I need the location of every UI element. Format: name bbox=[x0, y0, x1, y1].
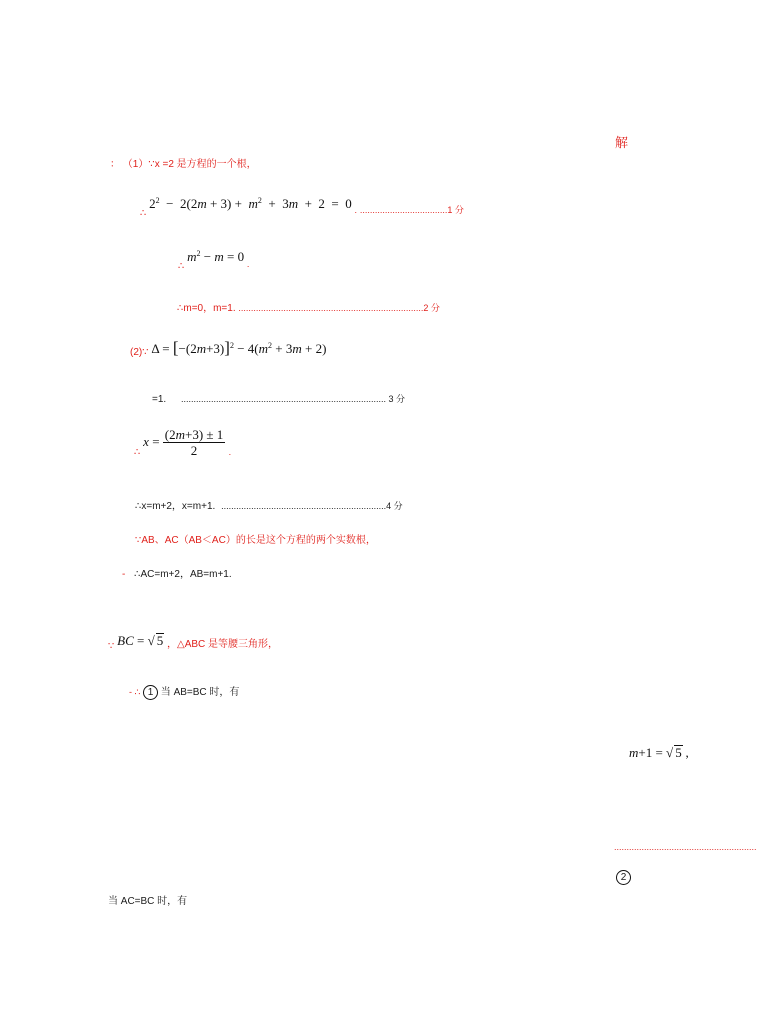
part1-result bbox=[177, 302, 440, 315]
roots-text: ∴x=m+2，x=m+1. bbox=[135, 501, 216, 512]
discriminant-score: .................................................................................. 3 分 bbox=[180, 394, 406, 404]
intro-text: （1）∵x =2 是方程的一个根， bbox=[122, 159, 257, 170]
case-1-number: 1 bbox=[143, 685, 158, 700]
case-1-line bbox=[129, 684, 239, 701]
bc-formula: BC = √ 5 bbox=[117, 633, 164, 648]
therefore-symbol: ∴ bbox=[140, 208, 147, 219]
because-symbol: ∵ bbox=[108, 641, 115, 652]
case-1-text: 当 AB=BC 时，有 bbox=[160, 687, 240, 698]
part1-intro bbox=[110, 159, 257, 171]
ab-ac-statement: ∵AB、AC（AB＜AC）的长是这个方程的两个实数根， bbox=[135, 535, 376, 546]
equation-2-dot: . bbox=[246, 259, 250, 269]
root-formula-dot: . bbox=[228, 447, 232, 457]
result-text: ∴m=0，m=1. bbox=[177, 303, 236, 314]
solution-label: 解 bbox=[615, 135, 629, 150]
equation-1 bbox=[140, 196, 464, 219]
therefore-symbol: ∴ bbox=[178, 261, 185, 272]
roots-line bbox=[135, 500, 403, 513]
equation-2-formula: $m^2 - m = 0$ bbox=[187, 249, 245, 264]
ac-ab-line bbox=[122, 569, 232, 581]
discriminant-equals: =1. bbox=[152, 394, 167, 405]
right-dots: ......................................................... bbox=[614, 842, 757, 852]
discriminant-formula: $\Delta = [-(2m+3)]^2 - 4(m^2 + 3m + 2)$ bbox=[151, 338, 327, 357]
discriminant-value bbox=[152, 393, 405, 406]
case-2-text: 当 AC=BC 时，有 bbox=[108, 896, 188, 907]
result-score: ..........................................................................2 分 bbox=[238, 303, 440, 313]
root-formula: x = $\frac{(2m+3) \pm 1}{2}$ bbox=[143, 427, 224, 459]
root-formula-line bbox=[134, 424, 231, 462]
bc-line bbox=[108, 632, 278, 652]
triangle-text: ，△ABC 是等腰三角形， bbox=[167, 639, 279, 650]
equation-1-score: ...................................1 分 bbox=[359, 205, 464, 215]
equation-1-dot: . bbox=[354, 205, 358, 215]
ac-ab-text: ∴AC=m+2，AB=m+1. bbox=[134, 569, 232, 580]
case-2-marker bbox=[616, 870, 631, 886]
roots-score: ..................................................................4 分 bbox=[221, 501, 403, 511]
discriminant-line bbox=[130, 338, 326, 361]
dash-mark: - bbox=[122, 569, 126, 580]
intro-colon: ： bbox=[110, 159, 120, 170]
case-1-comma: , bbox=[685, 745, 689, 760]
equation-1-formula: $2^2 - 2(2m + 3) + m^2 + 3m + 2 = 0$ bbox=[149, 196, 352, 211]
case-1-prefix: - ∴ bbox=[129, 687, 141, 697]
case-1-formula: m+1 = √ 5 bbox=[629, 745, 682, 760]
therefore-symbol: ∴ bbox=[134, 447, 141, 458]
part2-label: (2)∵ bbox=[130, 347, 149, 358]
case-2-number: 2 bbox=[616, 870, 631, 885]
equation-2 bbox=[178, 249, 250, 272]
case-1-equation bbox=[629, 744, 689, 764]
root-fraction: $\frac{(2m+3) \pm 1}{2}$ bbox=[164, 427, 224, 459]
